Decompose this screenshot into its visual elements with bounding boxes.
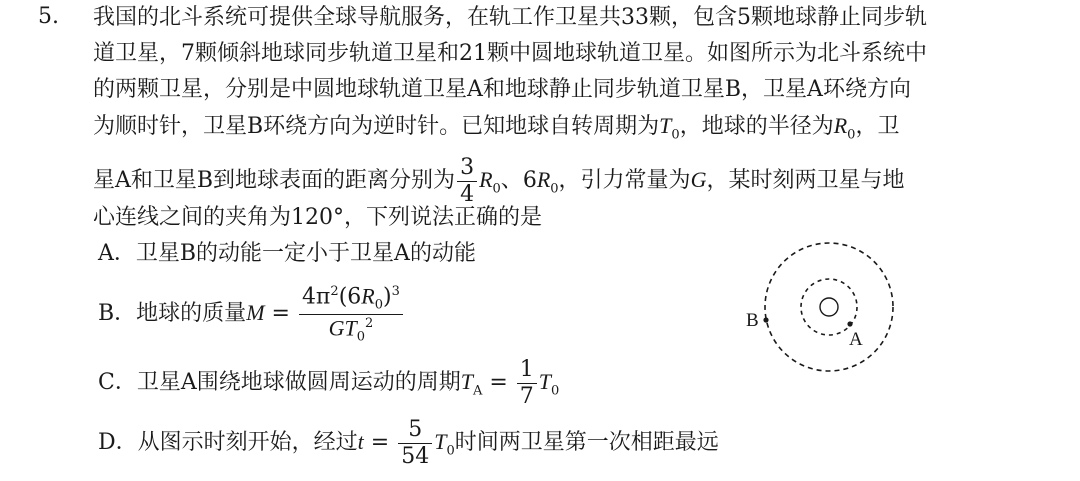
question-line-5: 星A和卫星B到地球表面的距离分别为 $\frac{3}{4}$ $R_0$、$6R_0$，引力常量为G，某时刻两卫星与地 <box>93 154 905 207</box>
label-a: A <box>849 329 863 350</box>
option-d: D．从图示时刻开始，经过t = $\frac{5}{54}$ $T_0$时间两卫星第一次相距最远 <box>98 416 719 469</box>
question-number: 5. <box>38 4 59 29</box>
option-a: A．卫星B的动能一定小于卫星A的动能 <box>98 241 476 266</box>
earth-icon <box>820 298 838 316</box>
fraction-five-54ths: $\frac{5}{54}$ <box>398 419 432 468</box>
orbit-b <box>765 243 893 371</box>
satellite-b-dot <box>763 317 768 322</box>
fraction-one-seventh: $\frac{1}{7}$ <box>517 359 537 408</box>
satellite-a-dot <box>847 321 852 326</box>
orbit-a <box>801 279 857 335</box>
question-line-4: 为顺时针，卫星B环绕方向为逆时针。已知地球自转周期为$T_0$，地球的半径为$R_0$，卫 <box>93 113 900 143</box>
question-line-6: 心连线之间的夹角为120°，下列说法正确的是 <box>93 205 542 230</box>
orbit-diagram <box>736 225 976 425</box>
label-b: B <box>746 310 759 331</box>
question-line-1: 我国的北斗系统可提供全球导航服务，在轨工作卫星共33颗，包含5颗地球静止同步轨 <box>93 5 927 30</box>
question-line-3: 的两颗卫星，分别是中圆地球轨道卫星A和地球静止同步轨道卫星B，卫星A环绕方向 <box>93 77 911 102</box>
fraction-three-quarters: $\frac{3}{4}$ <box>457 157 477 206</box>
option-c: C．卫星A围绕地球做圆周运动的周期$T_A$ = $\frac{1}{7}$ $T_0$ <box>98 356 560 409</box>
fraction-mass: $\frac{4\pi^2(6R_0)^3}{GT_0^2}$ <box>299 285 403 343</box>
option-b: B．地球的质量M = $\frac{4\pi^2(6R_0)^3}{GT_0^2}$ <box>98 283 405 344</box>
question-line-2: 道卫星，7颗倾斜地球同步轨道卫星和21颗中圆地球轨道卫星。如图所示为北斗系统中 <box>93 41 927 66</box>
